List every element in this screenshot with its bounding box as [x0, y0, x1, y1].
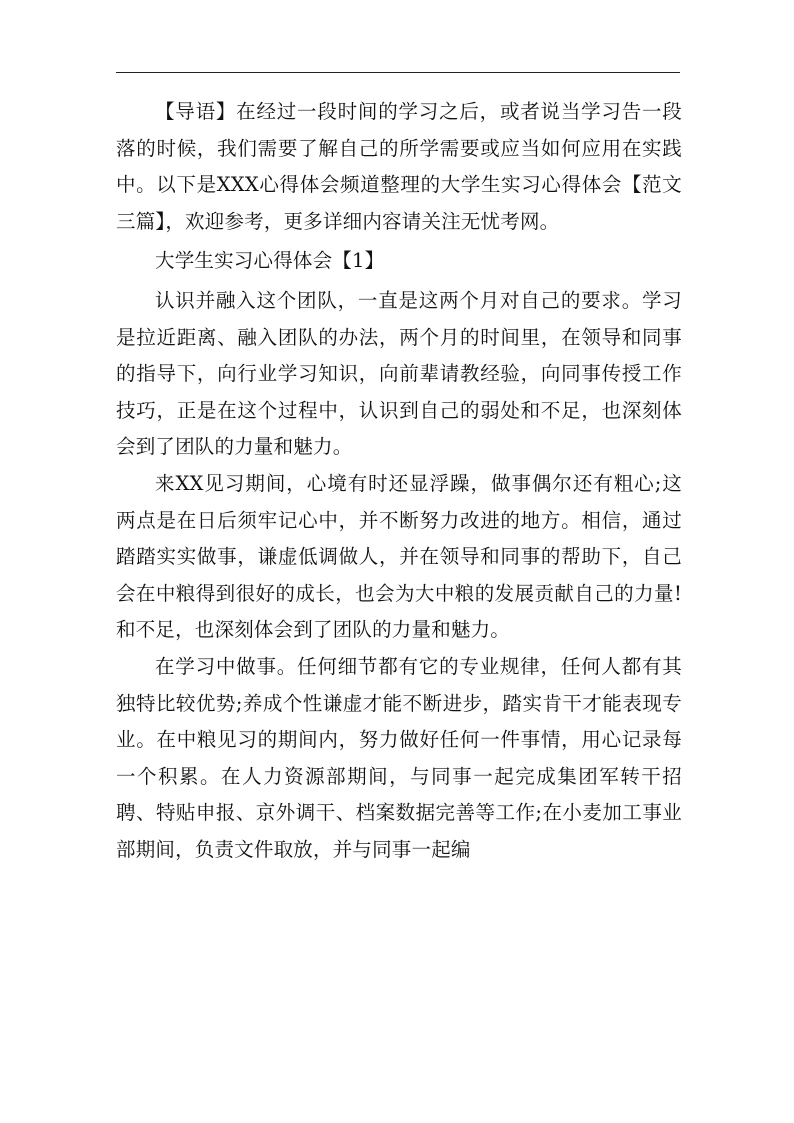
intro-paragraph: 【导语】在经过一段时间的学习之后，或者说当学习告一段落的时候，我们需要了解自己的所学需要或应当如何应用在实践中。以下是XXX心得体会频道整理的大学生实习心得体会【范文三篇】，欢迎参考，更多详细内容请关注无忧考网。 — [116, 100, 682, 233]
body-paragraph: 认识并融入这个团队，一直是这两个月对自己的要求。学习是拉近距离、融入团队的办法，两个月的时间里，在领导和同事的指导下，向行业学习知识，向前辈请教经验，向同事传授工作技巧，正是在这个过程中，认识到自己的弱处和不足，也深刻体会到了团队的力量和魅力。 — [116, 288, 682, 459]
body-paragraph: 来XX见习期间，心境有时还显浮躁，做事偶尔还有粗心;这两点是在日后须牢记心中，并不断努力改进的地方。相信，通过踏踏实实做事，谦虚低调做人，并在领导和同事的帮助下，自己会在中粮得到很好的成长，也会为大中粮的发展贡献自己的力量!和不足，也深刻体会到了团队的力量和魅力。 — [116, 471, 682, 642]
section-heading: 大学生实习心得体会【1】 — [155, 249, 385, 273]
body-paragraph: 在学习中做事。任何细节都有它的专业规律，任何人都有其独特比较优势;养成个性谦虚才能不断进步，踏实肯干才能表现专业。在中粮见习的期间内，努力做好任何一件事情，用心记录每一个积累。在人力资源部期间，与同事一起完成集团军转干招聘、特贴申报、京外调干、档案数据完善等工作;在小麦加工事业部期间，负责文件取放，并与同事一起编 — [116, 654, 682, 861]
document-body — [116, 94, 682, 868]
header-rule — [116, 72, 680, 73]
